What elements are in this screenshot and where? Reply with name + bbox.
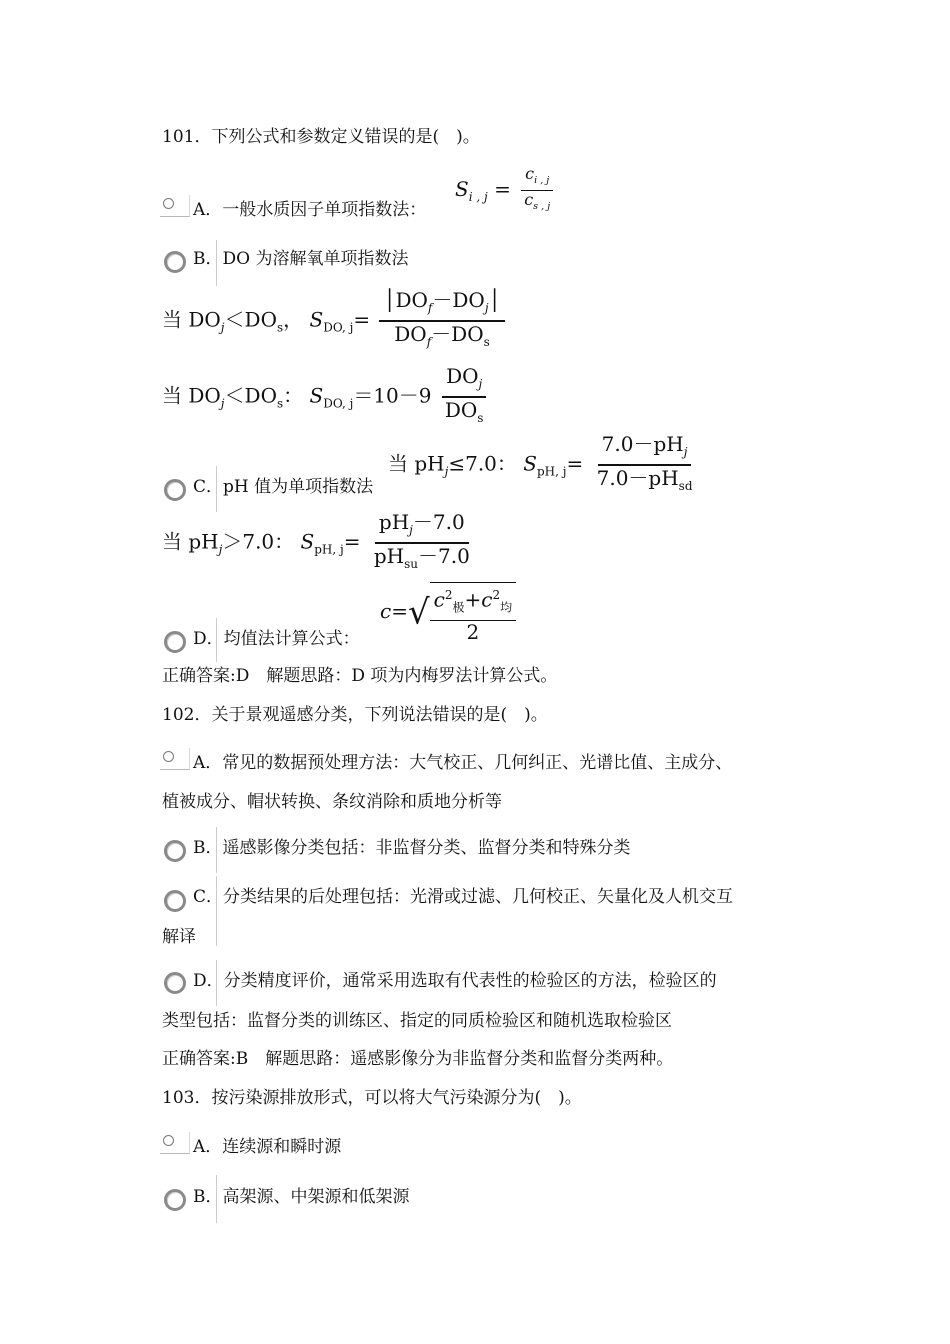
question-101-stem: 101．下列公式和参数定义错误的是( )。 [162,127,480,147]
formula-101-c1: 当 $pH_j\le 7.0$： $S_{pH, j}=$ $\frac{7.0-pH_j}{7.0-pH_{sd}}$ [388,432,693,493]
question-102-stem: 102．关于景观遥感分类，下列说法错误的是( )。 [162,705,548,725]
sqrt-symbol: √ [407,592,430,633]
option-102-b-label: B．遥感影像分类包括：非监督分类、监督分类和特殊分类 [193,838,631,858]
formula-101-b2: 当 $DO_j<DO_s$： $S_{DO, j}=10-9$ $\frac{DO_j}{DO_s}$ [162,364,490,430]
option-101-b-label: B．DO 为溶解氧单项指数法 [193,249,409,269]
option-101-d-label: D．均值法计算公式： [193,629,360,649]
option-102-a-label-line2: 植被成分、帽状转换、条纹消除和质地分析等 [162,792,502,812]
radio-102-a[interactable] [160,748,190,770]
option-102-c-label-line1: C．分类结果的后处理包括：光滑或过滤、几何校正、矢量化及人机交互 [193,887,734,907]
option-101-a-label: A．一般水质因子单项指数法： [193,200,427,220]
radio-101-d[interactable] [164,631,186,653]
formula-101-d: c=√ $c^2_极+c^2_均$ 2 [380,582,516,643]
formula-101-c2: 当 $pH_j>7.0$： $S_{pH, j}=$ $\frac{pH_j-7.0}{pH_{su}-7.0}$ [162,510,470,571]
formula-101-b1: 当 $DO_j<DO_s$， $S_{DO, j}=$ $\frac{│DO_f-DO_j│}{DO_f-DO_s}$ [162,288,508,354]
answer-102: 正确答案:B 解题思路：遥感影像分为非监督分类和监督分类两种。 [162,1049,674,1069]
radio-103-b[interactable] [164,1189,186,1211]
option-102-d-label-line1: D．分类精度评价，通常采用选取有代表性的检验区的方法，检验区的 [193,971,717,991]
radio-101-b[interactable] [164,251,186,273]
radio-103-a[interactable] [160,1132,190,1154]
answer-101: 正确答案:D 解题思路：D 项为内梅罗法计算公式。 [162,666,558,686]
radio-102-c[interactable] [164,890,186,912]
option-102-a-label-line1: A．常见的数据预处理方法：大气校正、几何纠正、光谱比值、主成分、 [193,753,733,773]
option-101-c-label: C．pH 值为单项指数法 [193,477,374,497]
formula-101-a: $S_{i , j}$ = $\frac{c_{i , j}}{c_{s , j}}$ [455,165,557,216]
option-102-c-label-line2: 解译 [162,927,196,947]
option-102-d-label-line2: 类型包括：监督分类的训练区、指定的同质检验区和随机选取检验区 [162,1011,672,1031]
radio-102-d[interactable] [164,972,186,994]
radio-101-c[interactable] [164,479,186,501]
option-103-b-label: B．高架源、中架源和低架源 [193,1187,410,1207]
question-103-stem: 103．按污染源排放形式，可以将大气污染源分为( )。 [162,1088,582,1108]
radio-102-b[interactable] [164,840,186,862]
radio-101-a[interactable] [160,195,190,217]
option-103-a-label: A．连续源和瞬时源 [193,1137,342,1157]
